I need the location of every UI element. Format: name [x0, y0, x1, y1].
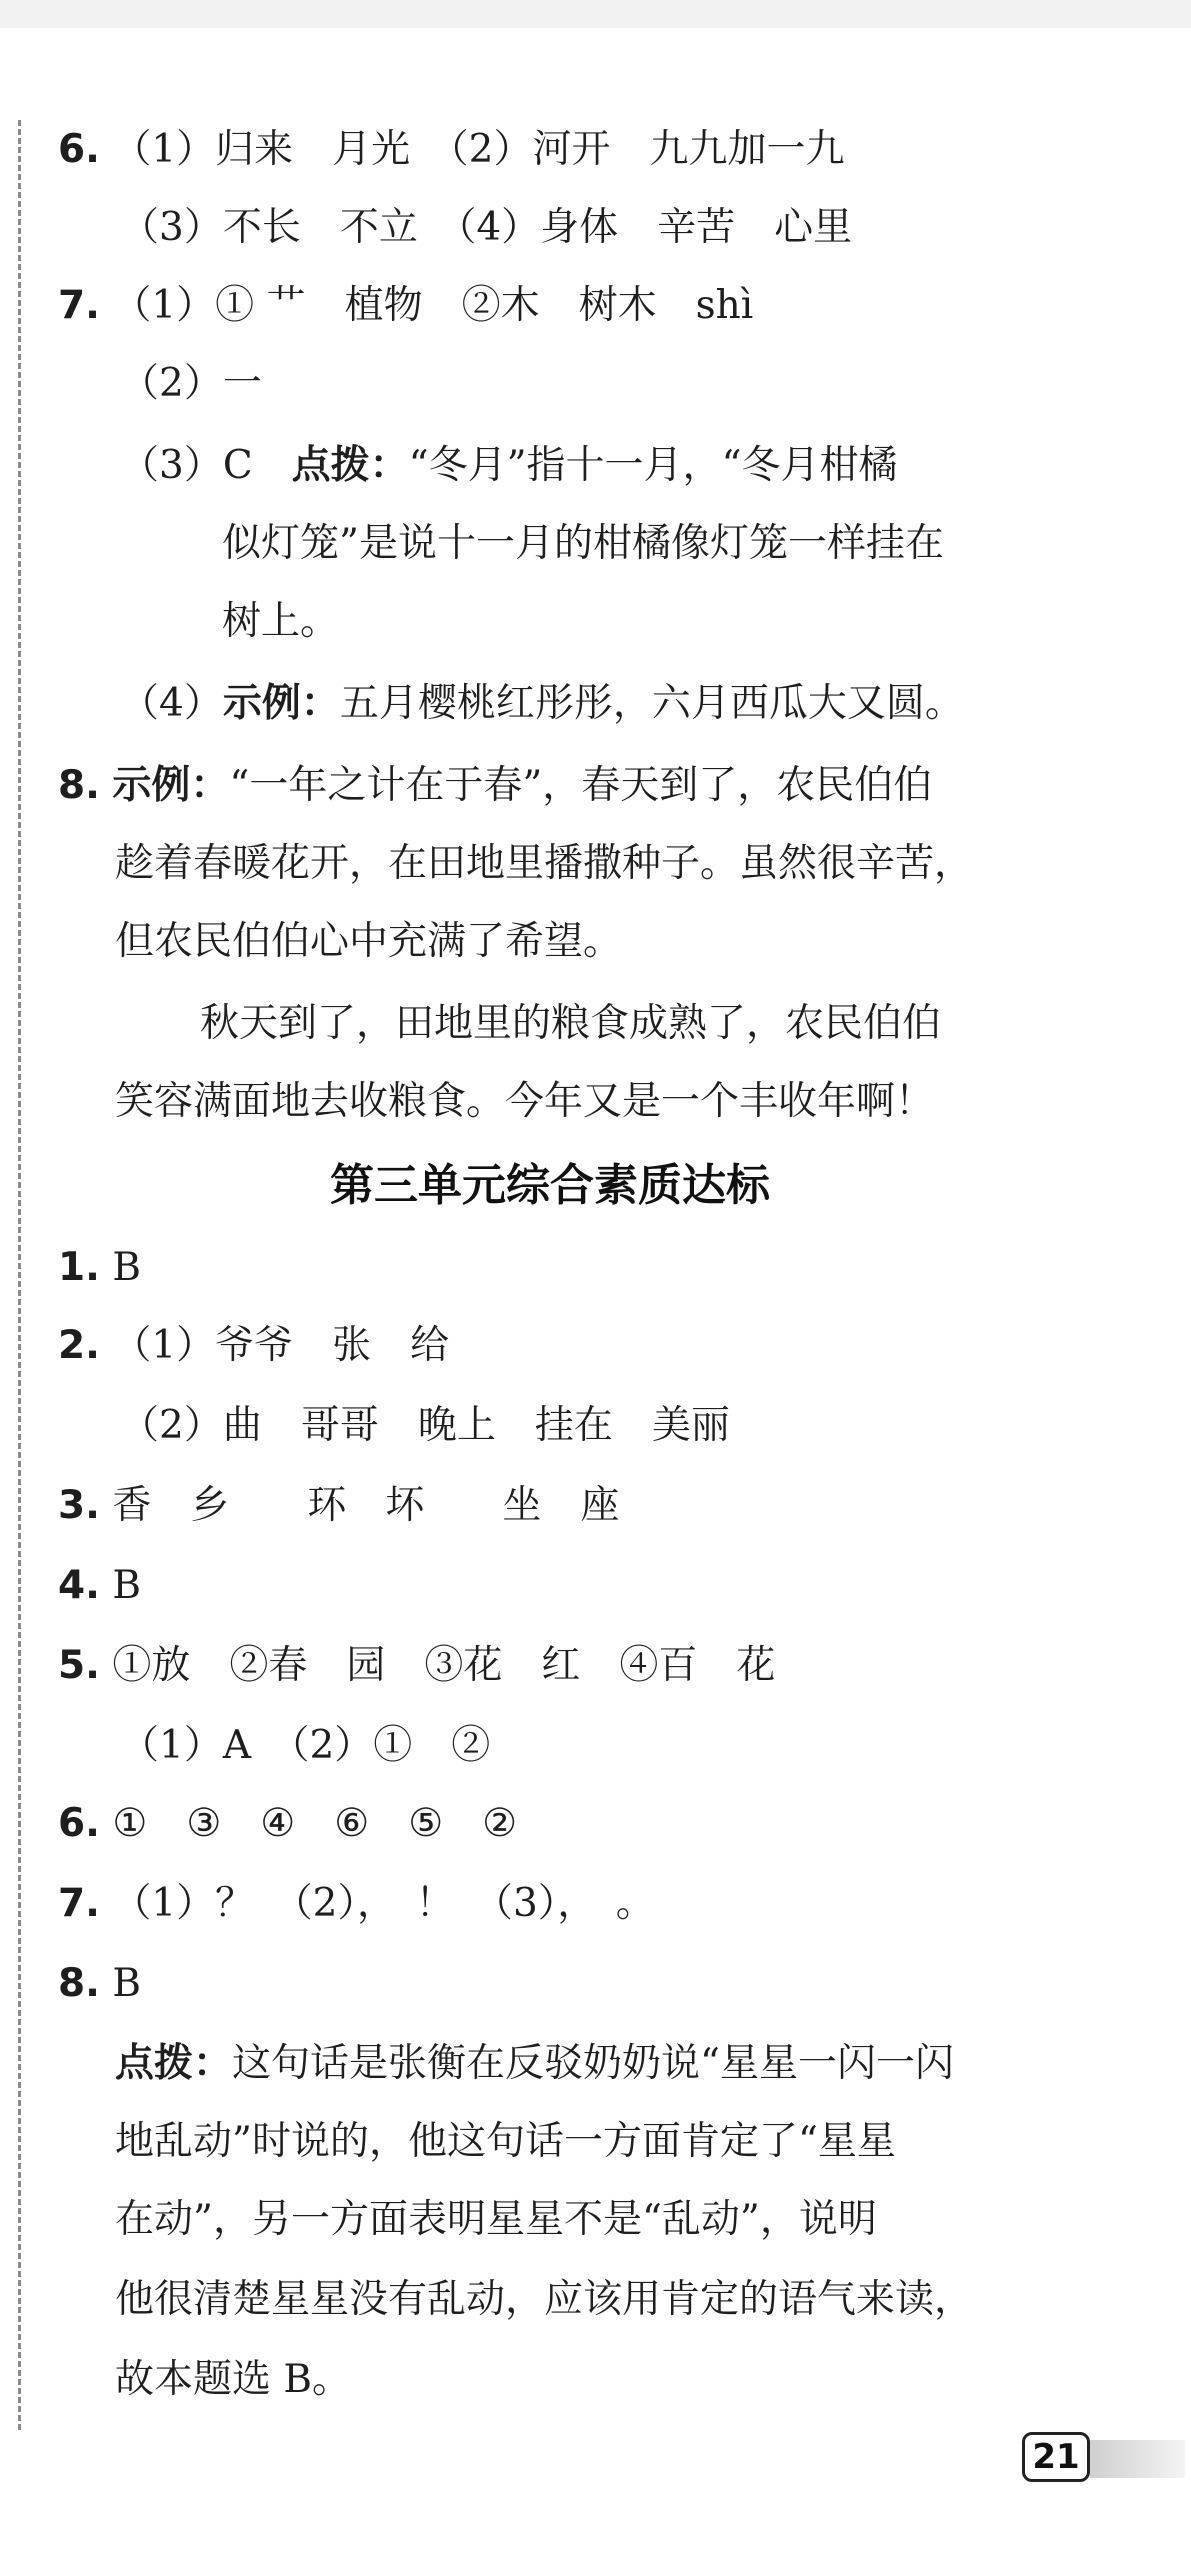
- s-q2-number: 2.: [58, 1323, 100, 1368]
- hint-label: 点拨：: [115, 2041, 233, 2086]
- q7-line-1-text: （1）① 艹 植物 ②木 树木 shì: [112, 283, 754, 328]
- q7-line-6: [120, 680, 964, 728]
- q8-line-1-text: “一年之计在于春”，春天到了，农民伯伯: [229, 763, 933, 808]
- top-margin-band: [0, 0, 1191, 28]
- q6-line-1-text: （1）归来 月光 （2）河开 九九加一九: [112, 127, 845, 172]
- s-q7: [58, 1880, 655, 1928]
- s-q4-number: 4.: [58, 1563, 100, 1608]
- q7-3-text: “冬月”指十一月，“冬月柑橘: [408, 443, 898, 488]
- dashed-margin-line: [18, 120, 21, 2430]
- page-number: 21: [1022, 2432, 1090, 2482]
- page-number-tab: [1090, 2440, 1185, 2478]
- s-q8-number: 8.: [58, 1961, 100, 2006]
- q8-line-5: 笑容满面地去收粮食。今年又是一个丰收年啊！: [115, 1079, 935, 1124]
- q7-line-1: [58, 282, 753, 330]
- s-q6-text: ① ③ ④ ⑥ ⑤ ②: [112, 1801, 518, 1846]
- s-q5-number: 5.: [58, 1643, 100, 1688]
- s-q6-number: 6.: [58, 1801, 100, 1846]
- q8-line-3: 但农民伯伯心中充满了希望。: [115, 919, 623, 964]
- s-q8-hint-1: 这句话是张衡在反驳奶奶说“星星一闪一闪: [232, 2041, 954, 2086]
- s-q8-text: B: [112, 1961, 142, 2006]
- q8-line-4: 秋天到了，田地里的粮食成熟了，农民伯伯: [200, 1001, 942, 1046]
- s-q4-text: B: [112, 1563, 142, 1608]
- s-q2-line-1-text: （1）爷爷 张 给: [112, 1323, 450, 1368]
- s-q8-line-1: [58, 1960, 141, 2008]
- q6-number: 6.: [58, 127, 100, 172]
- s-q3: [58, 1482, 619, 1530]
- s-q5-line-1: [58, 1642, 775, 1690]
- section-title: 第三单元综合素质达标: [330, 1160, 770, 1211]
- q7-4-prefix: （4）: [120, 681, 223, 726]
- q7-4-text: 五月樱桃红彤彤，六月西瓜大又圆。: [339, 681, 964, 726]
- q8-number: 8.: [58, 763, 100, 808]
- s-q4: [58, 1562, 141, 1610]
- s-q8-hint-line-5: 故本题选 B。: [115, 2357, 352, 2402]
- q6-line-2: （3）不长 不立 （4）身体 辛苦 心里: [120, 205, 853, 250]
- s-q3-text: 香 乡 环 坏 坐 座: [112, 1483, 620, 1528]
- s-q1-text: B: [112, 1245, 142, 1290]
- s-q2-line-2: （2）曲 哥哥 晚上 挂在 美丽: [120, 1403, 730, 1448]
- example-label: 示例：: [112, 763, 230, 808]
- q6-line-1: [58, 126, 845, 174]
- s-q8-hint-line-2: 地乱动”时说的，他这句话一方面肯定了“星星: [115, 2119, 896, 2164]
- s-q2-line-1: [58, 1322, 449, 1370]
- s-q8-hint-line-1: [115, 2040, 954, 2088]
- q7-line-5: 树上。: [222, 599, 340, 644]
- s-q7-text: （1）？ （2）， ！ （3）， 。: [112, 1881, 655, 1926]
- s-q8-hint-line-4: 他很清楚星星没有乱动，应该用肯定的语气来读，: [115, 2277, 974, 2322]
- s-q5-line-2: （1）A （2）① ②: [120, 1723, 491, 1768]
- s-q1-number: 1.: [58, 1245, 100, 1290]
- example-label: 示例：: [222, 681, 340, 726]
- s-q3-number: 3.: [58, 1483, 100, 1528]
- s-q5-line-1-text: ①放 ②春 园 ③花 红 ④百 花: [112, 1643, 776, 1688]
- q8-line-1: [58, 762, 932, 810]
- q7-line-3: [120, 442, 898, 490]
- s-q8-hint-line-3: 在动”，另一方面表明星星不是“乱动”，说明: [115, 2197, 877, 2242]
- s-q1: [58, 1244, 141, 1292]
- q7-number: 7.: [58, 283, 100, 328]
- q7-3-prefix: （3）C: [120, 443, 292, 488]
- q8-line-2: 趁着春暖花开，在田地里播撒种子。虽然很辛苦，: [115, 841, 974, 886]
- s-q7-number: 7.: [58, 1881, 100, 1926]
- q7-line-2: （2）一: [120, 361, 262, 406]
- s-q6: [58, 1800, 517, 1848]
- hint-label: 点拨：: [291, 443, 409, 488]
- q7-line-4: 似灯笼”是说十一月的柑橘像灯笼一样挂在: [222, 521, 944, 566]
